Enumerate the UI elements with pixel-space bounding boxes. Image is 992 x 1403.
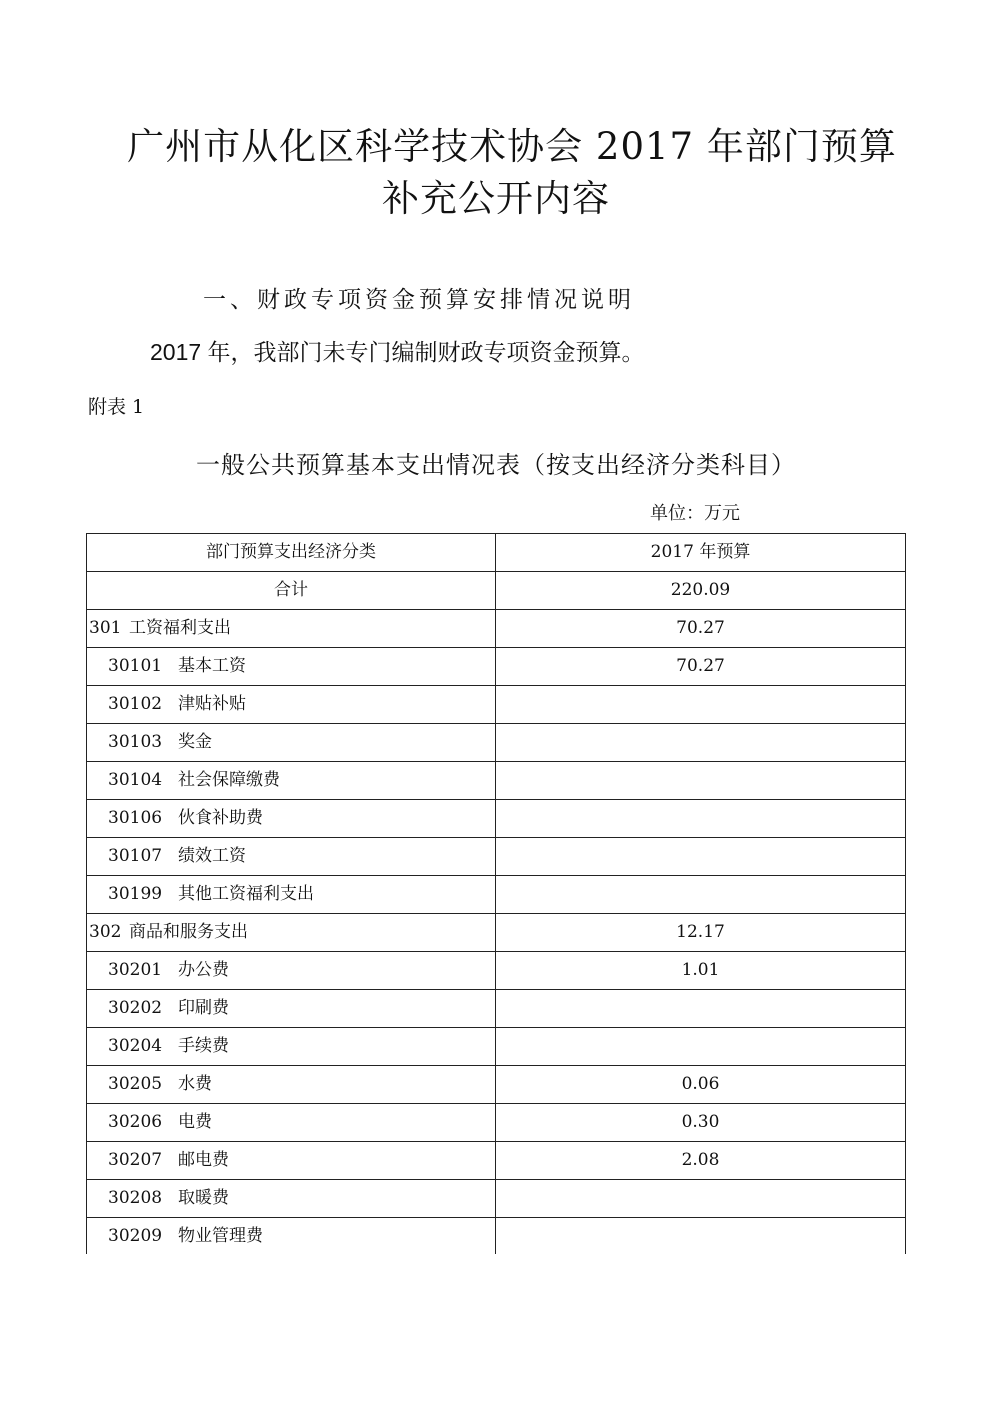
table-row <box>87 762 906 800</box>
row-classification-cell <box>87 838 496 876</box>
document-title-line-2: 补充公开内容 <box>382 177 610 220</box>
row-value-cell: 70.27 <box>496 648 906 686</box>
row-value-cell: 0.30 <box>496 1104 906 1142</box>
row-code: 30209 <box>108 1225 163 1246</box>
row-classification-cell <box>87 1066 496 1104</box>
row-code: 30104 <box>108 770 163 790</box>
table-row <box>87 1104 906 1142</box>
row-name: 取暖费 <box>178 1188 229 1208</box>
row-value-cell: 2.08 <box>496 1142 906 1180</box>
row-value-cell <box>496 762 906 800</box>
table-row <box>87 990 906 1028</box>
row-name: 手续费 <box>178 1036 229 1056</box>
table-row <box>87 1142 906 1180</box>
row-name: 办公费 <box>178 960 229 980</box>
row-classification-cell <box>87 1218 496 1255</box>
row-classification-cell <box>87 876 496 914</box>
row-value-cell <box>496 686 906 724</box>
total-value: 220.09 <box>496 572 906 610</box>
row-classification-cell <box>87 914 496 952</box>
total-label: 合计 <box>87 572 496 610</box>
row-classification-cell <box>87 1180 496 1218</box>
row-classification-cell <box>87 1142 496 1180</box>
table-row <box>87 1066 906 1104</box>
header-classification: 部门预算支出经济分类 <box>87 534 496 572</box>
row-value-cell <box>496 876 906 914</box>
row-code: 30208 <box>108 1188 163 1208</box>
row-value-cell <box>496 1180 906 1218</box>
row-value-cell <box>496 724 906 762</box>
row-name: 伙食补助费 <box>178 808 263 828</box>
row-code: 30103 <box>108 732 163 752</box>
budget-table <box>86 533 906 1254</box>
row-code: 30106 <box>108 808 163 828</box>
row-value-cell: 70.27 <box>496 610 906 648</box>
table-total-row <box>87 572 906 610</box>
budget-table-body <box>87 534 906 1255</box>
row-classification-cell <box>87 762 496 800</box>
row-classification-cell <box>87 686 496 724</box>
table-row <box>87 648 906 686</box>
row-value-cell: 12.17 <box>496 914 906 952</box>
row-name: 邮电费 <box>178 1150 229 1170</box>
row-code: 30207 <box>108 1150 163 1170</box>
table-row <box>87 686 906 724</box>
row-value-cell <box>496 838 906 876</box>
row-name: 社会保障缴费 <box>178 770 280 790</box>
row-classification-cell <box>87 800 496 838</box>
table-row <box>87 610 906 648</box>
row-code: 30206 <box>108 1112 163 1132</box>
header-budget-2017: 2017 年预算 <box>496 534 906 572</box>
row-classification-cell <box>87 1104 496 1142</box>
row-code: 30102 <box>108 694 163 714</box>
row-code: 30204 <box>108 1036 163 1056</box>
row-classification-cell <box>87 952 496 990</box>
row-classification-cell <box>87 648 496 686</box>
row-value-cell <box>496 1028 906 1066</box>
row-code: 302 <box>89 922 122 942</box>
appendix-label: 附表 1 <box>88 396 145 418</box>
table-title: 一般公共预算基本支出情况表（按支出经济分类科目） <box>196 451 796 479</box>
row-code: 30107 <box>108 846 163 866</box>
row-classification-cell <box>87 610 496 648</box>
table-row <box>87 876 906 914</box>
row-code: 30101 <box>108 656 163 676</box>
row-code: 30199 <box>108 884 163 904</box>
row-name: 其他工资福利支出 <box>178 884 314 904</box>
statement-paragraph: 2017 年，我部门未专门编制财政专项资金预算。 <box>150 339 645 365</box>
row-classification-cell <box>87 1028 496 1066</box>
unit-label: 单位：万元 <box>650 503 740 524</box>
row-name: 基本工资 <box>178 656 246 676</box>
row-classification-cell <box>87 724 496 762</box>
row-value-cell: 1.01 <box>496 952 906 990</box>
row-name: 绩效工资 <box>178 846 246 866</box>
row-name: 水费 <box>178 1074 212 1094</box>
table-row <box>87 952 906 990</box>
table-row <box>87 838 906 876</box>
row-code: 301 <box>89 618 122 638</box>
row-code: 30202 <box>108 998 163 1018</box>
section-heading: 一、财政专项资金预算安排情况说明 <box>203 287 635 313</box>
row-value-cell <box>496 1218 906 1255</box>
row-name: 商品和服务支出 <box>129 922 248 942</box>
row-name: 印刷费 <box>178 998 229 1018</box>
document-title-line-1: 广州市从化区科学技术协会 2017 年部门预算 <box>127 125 897 168</box>
row-name: 物业管理费 <box>178 1225 263 1246</box>
row-value-cell: 0.06 <box>496 1066 906 1104</box>
row-value-cell <box>496 800 906 838</box>
table-row <box>87 724 906 762</box>
row-code: 30201 <box>108 960 163 980</box>
row-code: 30205 <box>108 1074 163 1094</box>
row-classification-cell <box>87 990 496 1028</box>
row-name: 工资福利支出 <box>129 618 231 638</box>
row-value-cell <box>496 990 906 1028</box>
row-name: 电费 <box>178 1112 212 1132</box>
table-header-row <box>87 534 906 572</box>
row-name: 奖金 <box>178 732 212 752</box>
table-row <box>87 1028 906 1066</box>
table-row <box>87 914 906 952</box>
table-row <box>87 1218 906 1255</box>
table-row <box>87 800 906 838</box>
table-row <box>87 1180 906 1218</box>
row-name: 津贴补贴 <box>178 694 246 714</box>
